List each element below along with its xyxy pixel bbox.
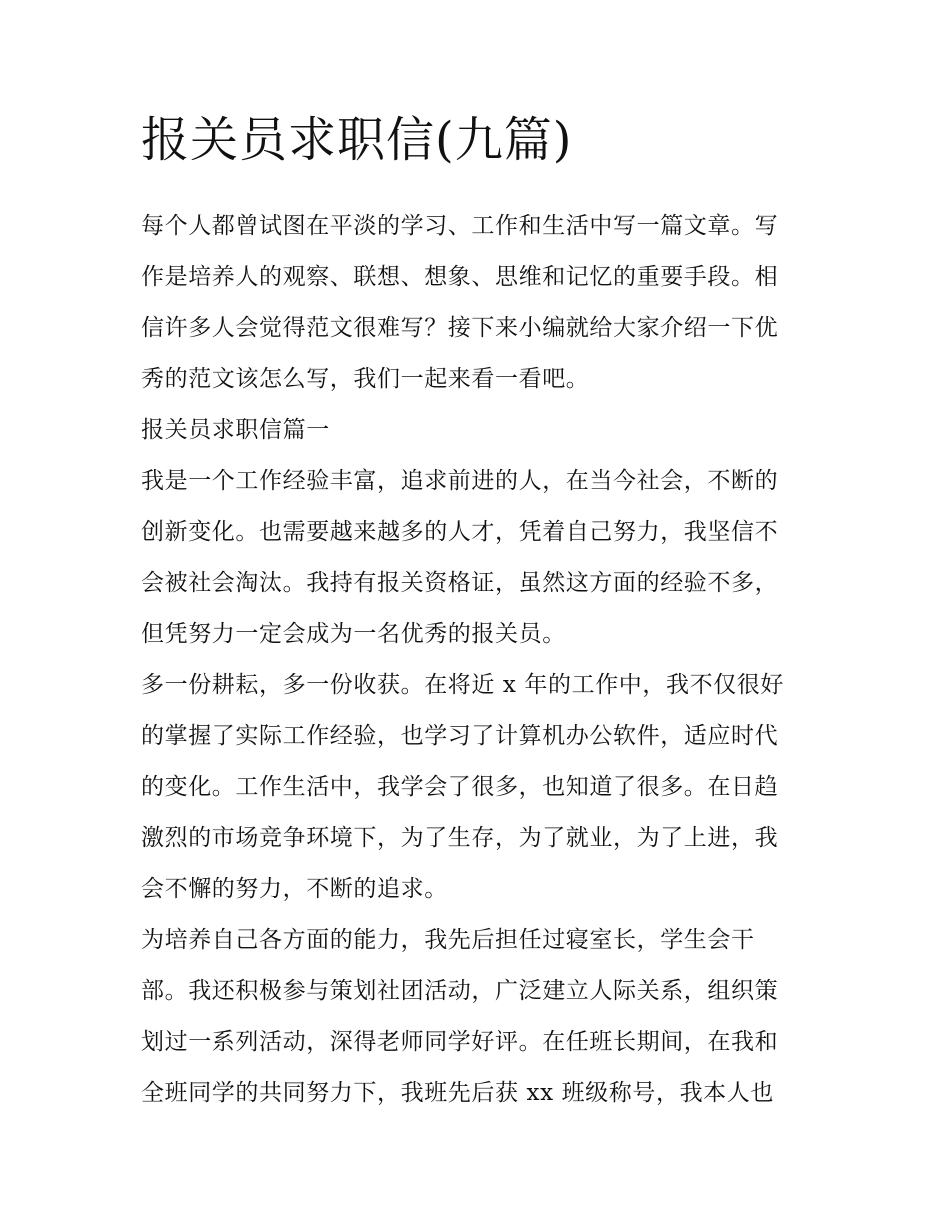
intro-line: 秀的范文该怎么写，我们一起来看一看吧。 — [141, 366, 590, 392]
paragraph-line: 但凭努力一定会成为一名优秀的报关员。 — [141, 621, 566, 647]
intro-line: 每个人都曾试图在平淡的学习、工作和生活中写一篇文章。写 — [141, 213, 779, 239]
paragraph-line: 的掌握了实际工作经验，也学习了计算机办公软件，适应时代 — [141, 723, 779, 749]
paragraph-line: 部。我还积极参与策划社团活动，广泛建立人际关系，组织策 — [141, 978, 779, 1004]
paragraph-line: 我是一个工作经验丰富，追求前进的人，在当今社会，不断的 — [141, 468, 779, 494]
intro-line: 作是培养人的观察、联想、想象、思维和记忆的重要手段。相 — [141, 264, 779, 290]
paragraph-line: 的变化。工作生活中，我学会了很多，也知道了很多。在日趋 — [141, 774, 779, 800]
document-body — [141, 201, 821, 1119]
paragraph-line: 全班同学的共同努力下，我班先后获 xx 班级称号，我本人也 — [141, 1080, 774, 1106]
paragraph-line: 会被社会淘汰。我持有报关资格证，虽然这方面的经验不多， — [141, 570, 779, 596]
document-title: 报关员求职信(九篇) — [141, 112, 573, 168]
paragraph-line: 会不懈的努力，不断的追求。 — [141, 876, 448, 902]
paragraph-line: 多一份耕耘，多一份收获。在将近 x 年的工作中，我不仅很好 — [141, 672, 784, 698]
paragraph-line: 激烈的市场竞争环境下，为了生存，为了就业，为了上进，我 — [141, 825, 779, 851]
paragraph-line: 划过一系列活动，深得老师同学好评。在任班长期间，在我和 — [141, 1029, 779, 1055]
intro-line: 信许多人会觉得范文很难写？接下来小编就给大家介绍一下优 — [141, 315, 779, 341]
paragraph-line: 创新变化。也需要越来越多的人才，凭着自己努力，我坚信不 — [141, 519, 779, 545]
section-heading: 报关员求职信篇一 — [141, 417, 330, 443]
paragraph-line: 为培养自己各方面的能力，我先后担任过寝室长，学生会干 — [141, 927, 755, 953]
